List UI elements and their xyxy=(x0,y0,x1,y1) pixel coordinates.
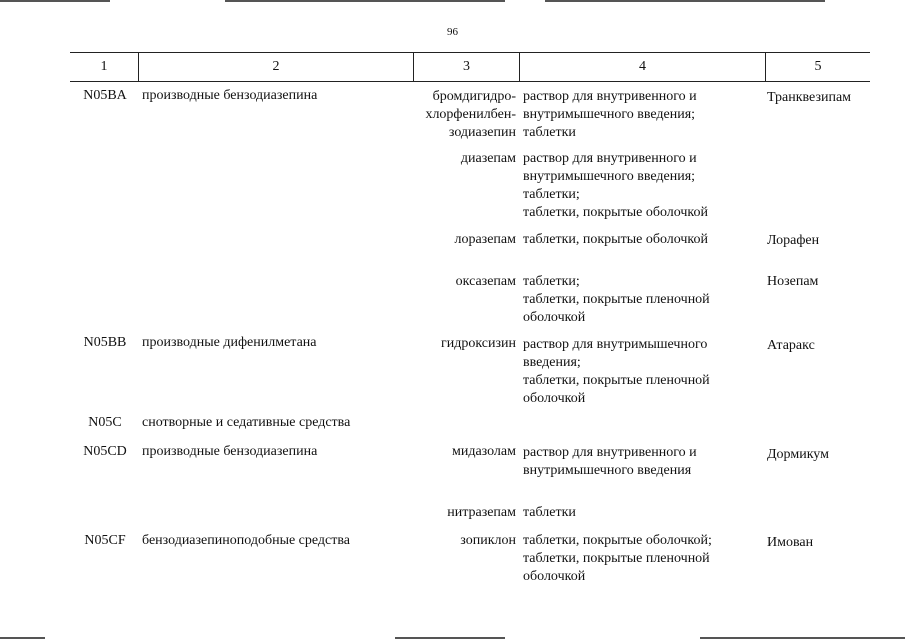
dosage-form: таблетки; таблетки, покрытые пленочной оболочкой xyxy=(523,274,710,325)
drug-name: зопиклон xyxy=(460,533,516,548)
brand-name: Транквезипам xyxy=(767,90,852,105)
drug-name: оксазепам xyxy=(455,274,516,289)
atc-code: N05CF xyxy=(84,533,126,548)
atc-code: N05BA xyxy=(83,88,127,103)
scan-line-top-right xyxy=(545,0,825,2)
atc-code: N05C xyxy=(88,415,122,430)
scan-line-bottom-left xyxy=(0,637,45,639)
table-header xyxy=(70,52,870,82)
brand-name: Нозепам xyxy=(767,274,819,289)
scan-line-top-left xyxy=(0,0,110,2)
header-col-2: 2 xyxy=(272,59,280,74)
atc-group: производные дифенилметана xyxy=(142,335,317,350)
atc-group: производные бензодиазепина xyxy=(142,444,318,459)
atc-group: производные бензодиазепина xyxy=(142,88,318,103)
drug-name: диазепам xyxy=(460,151,516,166)
header-col-1: 1 xyxy=(100,59,108,74)
scan-line-bottom-right xyxy=(700,637,905,639)
drug-name: бромдигидро- хлорфенилбен- зодиазепин xyxy=(425,89,516,140)
atc-group: снотворные и седативные средства xyxy=(142,415,351,430)
dosage-form: раствор для внутривенного и внутримышечного введения xyxy=(523,445,697,478)
header-col-3: 3 xyxy=(463,59,470,74)
dosage-form: таблетки xyxy=(523,505,576,520)
atc-code: N05CD xyxy=(83,444,127,459)
brand-name: Имован xyxy=(767,535,814,550)
drug-name: лоразепам xyxy=(454,232,516,247)
drug-name: нитразепам xyxy=(447,505,516,520)
scan-line-top-center xyxy=(225,0,505,2)
header-col-5: 5 xyxy=(814,59,822,74)
dosage-form: раствор для внутривенного и внутримышечного введения; таблетки xyxy=(523,89,697,140)
brand-name: Атаракс xyxy=(767,338,815,353)
brand-name: Дормикум xyxy=(767,447,829,462)
dosage-form: раствор для внутривенного и внутримышечного введения; таблетки; таблетки, покрытые оболочкой xyxy=(523,151,709,220)
dosage-form: раствор для внутримышечного введения; таблетки, покрытые пленочной оболочкой xyxy=(523,337,710,406)
scan-line-bottom-center xyxy=(395,637,505,639)
atc-group: бензодиазепиноподобные средства xyxy=(142,533,351,548)
brand-name: Лорафен xyxy=(767,233,820,248)
page-number: 96 xyxy=(447,26,458,38)
atc-code: N05BB xyxy=(83,335,127,350)
dosage-form: таблетки, покрытые оболочкой; таблетки, покрытые пленочной оболочкой xyxy=(523,533,712,584)
dosage-form: таблетки, покрытые оболочкой xyxy=(523,232,709,247)
drug-name: гидроксизин xyxy=(440,336,516,351)
drug-name: мидазолам xyxy=(451,444,516,459)
header-col-4: 4 xyxy=(639,59,646,74)
